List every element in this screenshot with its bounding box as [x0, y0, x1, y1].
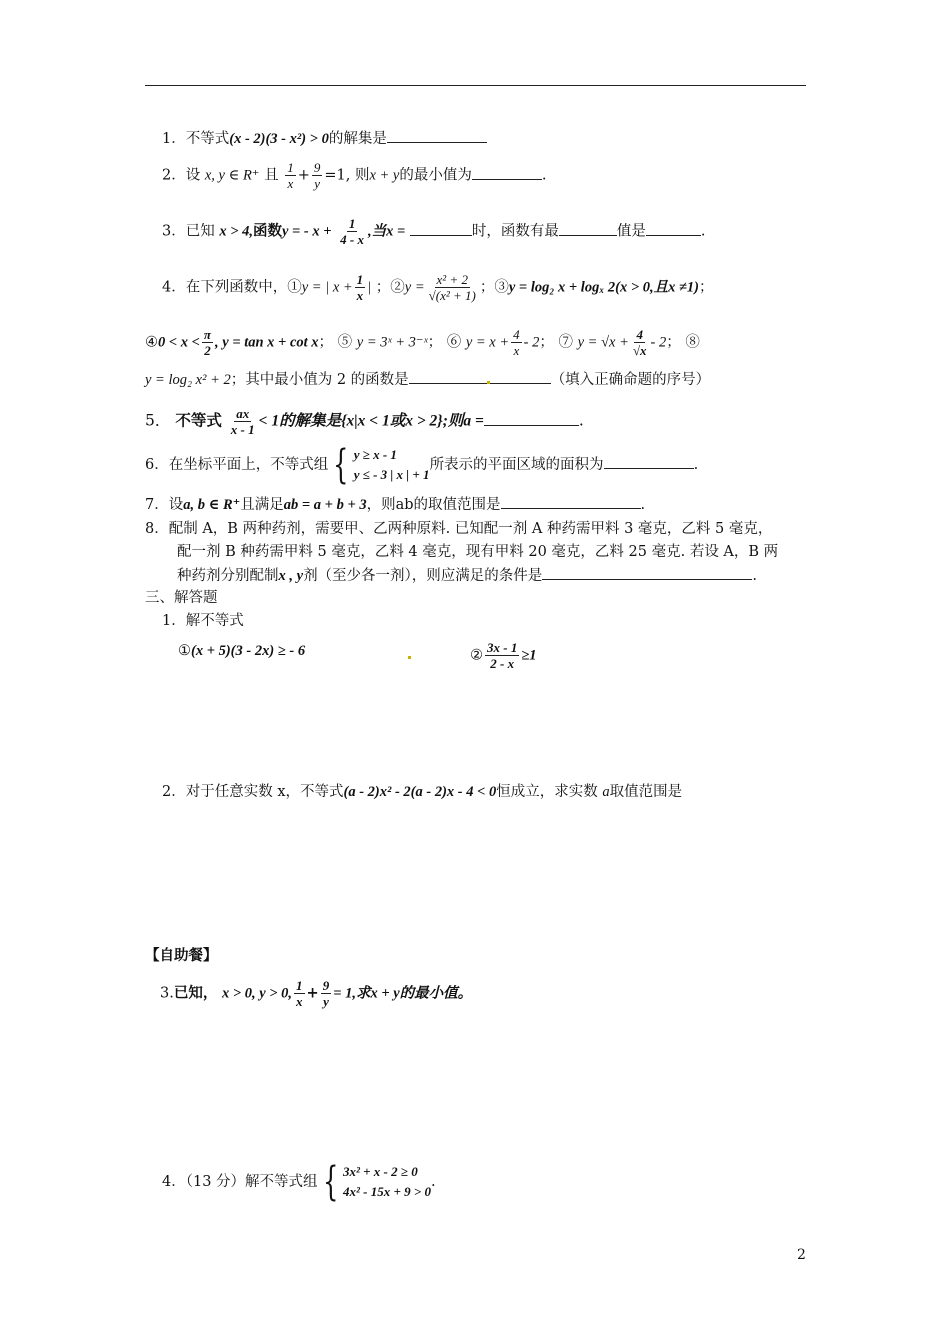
problem-number: 2．: [162, 167, 186, 184]
math-expression: ;则a =: [442, 412, 484, 430]
separator: ；: [479, 279, 495, 296]
problem-4-tail: [145, 369, 710, 390]
question-1b: [470, 640, 537, 671]
math-expression: ,当x =: [367, 223, 406, 240]
system-row: 4x² - 15x + 9 > 0: [343, 1184, 432, 1199]
punctuation: .: [578, 411, 584, 430]
problem-text: 剂（至少各一剂），则应满足的条件是: [303, 568, 543, 584]
punctuation: .: [700, 223, 706, 240]
problem-text: 取值范围是: [609, 784, 683, 800]
circled-number: ⑤: [337, 334, 353, 351]
header-rule: [145, 85, 806, 86]
problem-3: [162, 216, 705, 247]
problem-text: ；其中最小值为 2 的函数是: [230, 372, 409, 388]
problem-text: 在下列函数中，: [185, 279, 288, 296]
separator: ；: [427, 334, 443, 351]
math-expression: - 2: [650, 334, 667, 351]
math-expression: x , y: [278, 568, 304, 584]
problem-number: 1．: [162, 131, 186, 147]
operator: +: [306, 984, 319, 1002]
stray-mark: [487, 381, 490, 384]
denominator: x: [287, 176, 294, 191]
numerator: 4: [513, 327, 520, 342]
denominator: 2: [204, 343, 211, 358]
math-expression: y = log₂ x² + 2: [145, 372, 231, 388]
math-expression: , y = tan x + cot x: [215, 334, 319, 351]
problem-1: [162, 128, 487, 149]
answer-blank[interactable]: [484, 411, 579, 426]
answer-blank[interactable]: [410, 221, 472, 236]
denominator: x: [513, 343, 520, 358]
stray-mark: [408, 656, 411, 659]
problem-7: [145, 494, 645, 515]
math-expression: 0 < x <: [158, 334, 200, 351]
system-row: y ≤ - 3 | x | + 1: [353, 467, 430, 482]
problem-text: 且: [264, 167, 279, 184]
numerator: 4: [636, 327, 643, 342]
page-number: 2: [797, 1247, 806, 1263]
problem-8-line-2: 配一剂 B 种药需甲料 5 毫克，乙料 4 毫克，现有甲料 20 毫克，乙料 25 毫克. 若设 A，B 两: [177, 544, 779, 560]
separator: ；: [318, 334, 334, 351]
problem-text: 且满足: [240, 497, 284, 513]
numerator: ax: [236, 406, 250, 421]
problem-text: 已知，: [173, 984, 218, 1002]
problem-number: 6．: [145, 457, 169, 473]
buffet-question-4: [162, 1159, 436, 1205]
answer-blank[interactable]: [542, 565, 752, 580]
circled-number: ②: [470, 647, 483, 664]
math-expression: ab = a + b + 3: [283, 497, 367, 513]
left-brace: {: [333, 442, 349, 488]
math-variable: a: [602, 784, 610, 800]
math-expression: x > 0, y > 0,: [221, 985, 293, 1002]
numerator: x² + 2: [436, 272, 468, 287]
circled-number: ②: [390, 279, 405, 296]
answer-blank[interactable]: [646, 221, 701, 236]
problem-4-continued: [145, 327, 700, 358]
math-expression: y = √x +: [577, 334, 629, 351]
problem-text: ，则ab的取值范围是: [366, 497, 501, 513]
numerator: 9: [322, 978, 330, 993]
math-expression: - 2: [523, 334, 540, 351]
problem-text: 时，函数有最: [471, 223, 559, 240]
math-expression: (x - 2)(3 - x²) > 0: [229, 131, 329, 147]
operator: +: [297, 167, 310, 184]
denominator: 4 - x: [340, 232, 364, 247]
problem-number: 7．: [145, 497, 169, 513]
buffet-question-3: [160, 978, 472, 1009]
denominator: y: [323, 994, 329, 1009]
question-2: [162, 782, 682, 802]
numerator: 3x - 1: [487, 640, 518, 655]
left-brace: {: [322, 1159, 338, 1205]
math-expression: x, y ∈ R⁺: [204, 167, 260, 184]
fraction: [631, 327, 649, 358]
section-title: 三、解答题: [145, 590, 218, 606]
problem-5: [145, 406, 584, 437]
system-row: 3x² + x - 2 ≥ 0: [343, 1164, 418, 1179]
problem-number: 3.: [160, 985, 174, 1002]
problem-number: 5．: [145, 411, 171, 430]
denominator: √(x² + 1): [428, 288, 476, 303]
circled-number: ①: [178, 643, 191, 659]
problem-text: 所表示的平面区域的面积为: [429, 457, 604, 473]
denominator: x - 1: [230, 422, 255, 437]
question-1-label: 1．解不等式: [162, 613, 244, 629]
circled-number: ③: [494, 279, 509, 296]
math-expression: (x + 5)(3 - 2x) ≥ - 6: [191, 643, 306, 659]
denominator: 2 - x: [490, 656, 515, 671]
buffet-title: 【自助餐】: [145, 947, 218, 964]
problem-note: （填入正确命题的序号）: [550, 372, 711, 388]
answer-blank[interactable]: [409, 369, 551, 384]
problem-text: 2．对于任意实数 x，不等式: [162, 784, 344, 800]
separator: ；: [666, 334, 681, 351]
fraction: [285, 160, 296, 191]
fraction: [312, 160, 323, 191]
punctuation: .: [693, 457, 699, 473]
math-expression: x > 4,: [219, 223, 253, 240]
denominator: x: [356, 288, 364, 303]
circled-number: ①: [287, 279, 302, 296]
punctuation: .: [752, 568, 757, 584]
math-expression: < 1的解集是: [258, 412, 342, 430]
inequality-system: [328, 442, 430, 488]
answer-blank[interactable]: [559, 221, 617, 236]
math-expression: =1,: [324, 167, 351, 184]
problem-2: [162, 160, 546, 191]
problem-text: 4．（13 分）解不等式组: [162, 1174, 318, 1190]
circled-number: ⑧: [685, 334, 700, 351]
solution-set: {x|x < 1或x > 2}: [341, 412, 443, 430]
problem-text: 不等式: [185, 131, 230, 147]
numerator: 1: [356, 272, 364, 287]
math-expression: a, b ∈ R⁺: [183, 497, 241, 513]
circled-number: ④: [145, 334, 158, 351]
fraction: [511, 327, 522, 358]
problem-text: 值是: [616, 223, 646, 240]
separator: ；: [539, 334, 554, 351]
problem-number: 3．: [162, 223, 186, 240]
punctuation: .: [541, 167, 547, 184]
question-1a: [178, 641, 305, 661]
answer-blank[interactable]: [604, 454, 694, 469]
denominator: y: [314, 176, 320, 191]
problem-text: 设: [185, 167, 201, 184]
problem-8-line-1: 8．配制 A，B 两种药剂，需要甲、乙两种原料. 已知配一剂 A 种药需甲料 3 毫克，乙料 5 毫克，: [145, 521, 773, 537]
punctuation: .: [640, 497, 646, 513]
fraction: [294, 978, 305, 1009]
separator: ；: [375, 279, 391, 296]
fraction: [427, 272, 478, 303]
system-row: y ≥ x - 1: [353, 447, 397, 462]
denominator: √x: [632, 343, 647, 358]
problem-text: 已知: [185, 223, 215, 240]
fraction: [355, 272, 366, 303]
problem-text: 设: [168, 497, 184, 513]
problem-4: [162, 272, 714, 303]
math-expression: = 1,求x + y的最小值。: [333, 985, 473, 1002]
answer-blank[interactable]: [472, 165, 542, 180]
problem-text: 在坐标平面上，不等式组: [168, 457, 329, 473]
problem-text: 恒成立，求实数: [496, 784, 598, 800]
problem-text: 的最小值为: [399, 167, 472, 184]
math-expression: y = 3ˣ + 3⁻ˣ: [356, 334, 428, 351]
answer-blank[interactable]: [501, 494, 641, 509]
problem-text: 的解集是: [328, 131, 387, 147]
fraction: [485, 640, 519, 671]
problem-6: [145, 442, 699, 488]
problem-text: 不等式: [175, 412, 222, 430]
numerator: 1: [348, 216, 356, 231]
math-expression: x + y: [369, 167, 400, 184]
numerator: 1: [287, 160, 294, 175]
fraction: [202, 327, 213, 358]
problem-number: 4．: [162, 279, 186, 296]
fraction: [321, 978, 332, 1009]
math-expression: y = - x +: [281, 223, 332, 240]
problem-text: 则: [354, 167, 370, 184]
math-expression: y = log₂ x + logₓ 2(x > 0,且x ≠1): [508, 279, 700, 296]
fraction: [338, 216, 366, 247]
punctuation: .: [431, 1174, 436, 1190]
numerator: π: [203, 327, 212, 342]
math-expression: y =: [404, 279, 425, 296]
problem-8-line-3: [177, 565, 757, 586]
numerator: 9: [313, 160, 321, 175]
math-expression: (a - 2)x² - 2(a - 2)x - 4 < 0: [343, 784, 497, 800]
inequality-system: [318, 1159, 432, 1205]
circled-number: ⑥: [446, 334, 462, 351]
problem-text: 函数: [252, 222, 282, 240]
numerator: 1: [296, 978, 303, 993]
problem-text: 种药剂分别配制: [177, 568, 279, 584]
math-expression: y = x +: [465, 334, 510, 351]
math-expression: |: [367, 279, 372, 296]
denominator: x: [296, 994, 303, 1009]
math-expression: ≥1: [521, 647, 537, 664]
separator: ；: [699, 279, 714, 296]
fraction: [229, 406, 257, 437]
circled-number: ⑦: [558, 334, 573, 351]
math-expression: y = | x +: [301, 279, 353, 296]
answer-blank[interactable]: [387, 128, 487, 143]
